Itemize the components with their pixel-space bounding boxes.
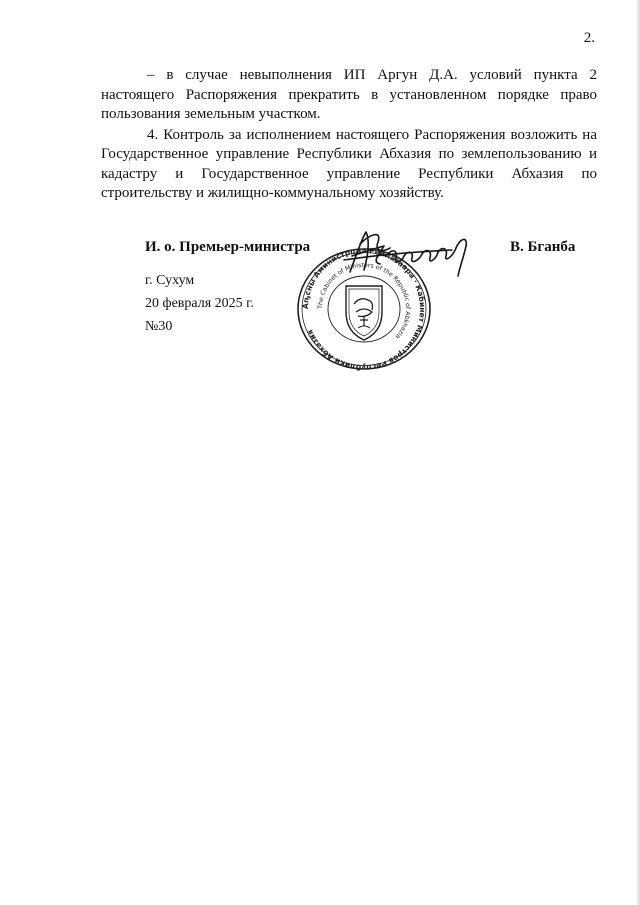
document-date: 20 февраля 2025 г. bbox=[145, 296, 254, 311]
signer-name: В. Бганба bbox=[510, 239, 576, 255]
document-body bbox=[101, 66, 597, 204]
document-place: г. Сухум bbox=[145, 273, 195, 288]
paragraph-termination-clause: – в случае невыполнения ИП Аргун Д.А. условий пункта 2 настоящего Распоряжения прекратить в установленном порядке право пользования земельным участком. bbox=[101, 67, 597, 122]
page-number: 2. bbox=[583, 30, 595, 46]
seal-outer-text: Аҧсны Аминистрцәа Реилазаара · Кабинет Министров Республики Абхазия bbox=[300, 246, 428, 372]
paragraph-control-clause: 4. Контроль за исполнением настоящего Распоряжения возложить на Государственное управление Республики Абхазия по землепользованию и кадастру и Государственное управление Республики Абхазия по строительству и жилищно-коммунальному хозяйству. bbox=[101, 126, 597, 201]
handwritten-signature bbox=[340, 226, 480, 282]
seal-inner-text: The Cabinet of Ministers of the Republic of Abkhazia bbox=[316, 261, 412, 341]
document-number: №30 bbox=[145, 319, 173, 334]
signer-title: И. о. Премьер-министра bbox=[145, 239, 311, 255]
